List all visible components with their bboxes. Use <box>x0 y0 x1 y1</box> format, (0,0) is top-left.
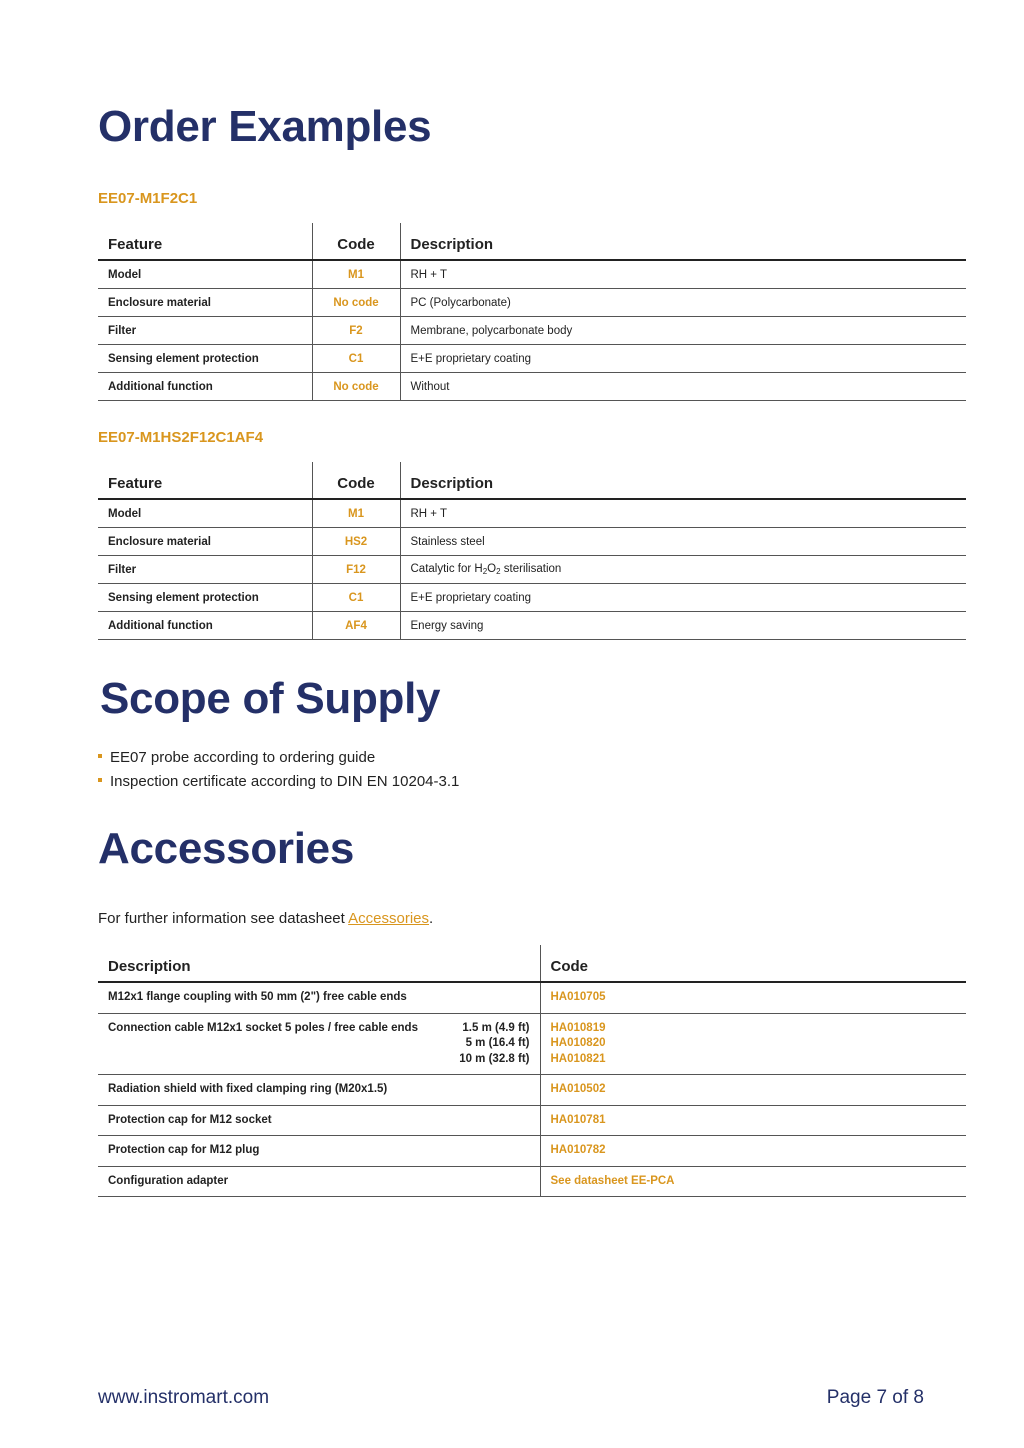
example2-order-code: EE07-M1HS2F12C1AF4 <box>98 429 264 446</box>
code-cell: AF4 <box>312 612 400 640</box>
code-value: HA010819 <box>550 1021 606 1034</box>
table-row <box>98 345 966 373</box>
description-text: Catalytic for H <box>410 563 483 575</box>
subscript-2: 2 <box>496 567 501 576</box>
accessories-table <box>98 945 966 1197</box>
code-cell: HA010502 <box>540 1075 966 1106</box>
code-cell: No code <box>312 373 400 401</box>
header-description: Description <box>400 462 966 499</box>
table-header-row <box>98 223 966 260</box>
header-description: Description <box>98 945 540 982</box>
subscript-2: 2 <box>482 567 488 576</box>
description-cell: Membrane, polycarbonate body <box>400 317 966 345</box>
code-cell: F2 <box>312 317 400 345</box>
table-row <box>98 584 966 612</box>
code-cell: C1 <box>312 584 400 612</box>
feature-cell: Enclosure material <box>98 289 312 317</box>
cable-length: 5 m (16.4 ft) <box>465 1037 530 1049</box>
description-cell: Energy saving <box>400 612 966 640</box>
code-cell: M1 <box>312 499 400 528</box>
description-cell <box>400 556 966 584</box>
table-row <box>98 612 966 640</box>
table-row <box>98 1013 966 1075</box>
description-cell: Stainless steel <box>400 528 966 556</box>
list-item-text: Inspection certificate according to DIN EN 10204-3.1 <box>110 773 460 790</box>
example1-table <box>98 223 966 401</box>
table-row <box>98 1136 966 1167</box>
table-row <box>98 982 966 1013</box>
header-feature: Feature <box>98 462 312 499</box>
bullet-icon <box>98 754 102 758</box>
code-cell <box>540 1013 966 1075</box>
code-cell: HA010705 <box>540 982 966 1013</box>
table-row <box>98 556 966 584</box>
description-cell: PC (Polycarbonate) <box>400 289 966 317</box>
list-item <box>98 746 459 770</box>
feature-cell: Filter <box>98 556 312 584</box>
feature-cell: Model <box>98 260 312 289</box>
feature-cell: Enclosure material <box>98 528 312 556</box>
scope-list <box>98 746 459 794</box>
code-cell: HA010782 <box>540 1136 966 1167</box>
feature-cell: Filter <box>98 317 312 345</box>
info-end: . <box>429 910 434 927</box>
table-row <box>98 289 966 317</box>
table-row <box>98 499 966 528</box>
description-cell: RH + T <box>400 499 966 528</box>
code-cell: HA010781 <box>540 1105 966 1136</box>
footer-website[interactable]: www.instromart.com <box>98 1387 270 1408</box>
list-item <box>98 770 459 794</box>
description-cell: E+E proprietary coating <box>400 345 966 373</box>
header-feature: Feature <box>98 223 312 260</box>
description-cell: M12x1 flange coupling with 50 mm (2") free cable ends <box>98 982 540 1013</box>
table-header-row <box>98 462 966 499</box>
accessories-datasheet-link[interactable]: Accessories <box>348 910 429 927</box>
accessories-heading: Accessories <box>98 824 354 873</box>
description-cell: Radiation shield with fixed clamping ring (M20x1.5) <box>98 1075 540 1106</box>
order-examples-heading: Order Examples <box>98 102 432 151</box>
info-text: For further information see datasheet <box>98 910 349 927</box>
description-cell: Protection cap for M12 plug <box>98 1136 540 1167</box>
code-value: HA010821 <box>550 1052 606 1065</box>
table-header-row <box>98 945 966 982</box>
feature-cell: Sensing element protection <box>98 584 312 612</box>
bullet-icon <box>98 778 102 782</box>
description-text: O <box>487 563 497 575</box>
description-cell: E+E proprietary coating <box>400 584 966 612</box>
description-text: Connection cable M12x1 socket 5 poles / free cable ends <box>108 1021 418 1034</box>
list-item-text: EE07 probe according to ordering guide <box>110 749 376 766</box>
description-cell: Configuration adapter <box>98 1166 540 1197</box>
code-cell: No code <box>312 289 400 317</box>
description-cell: Without <box>400 373 966 401</box>
example2-table <box>98 462 966 640</box>
description-cell <box>98 1013 540 1075</box>
code-cell: M1 <box>312 260 400 289</box>
code-value: HA010820 <box>550 1037 606 1049</box>
feature-cell: Additional function <box>98 612 312 640</box>
table-row <box>98 317 966 345</box>
feature-cell: Additional function <box>98 373 312 401</box>
code-cell: C1 <box>312 345 400 373</box>
cable-length: 10 m (32.8 ft) <box>459 1052 530 1065</box>
table-row <box>98 1075 966 1106</box>
table-row <box>98 1166 966 1197</box>
description-cell: RH + T <box>400 260 966 289</box>
description-cell: Protection cap for M12 socket <box>98 1105 540 1136</box>
table-row <box>98 1105 966 1136</box>
table-row <box>98 260 966 289</box>
header-code: Code <box>312 223 400 260</box>
code-cell: F12 <box>312 556 400 584</box>
table-row <box>98 528 966 556</box>
cable-length: 1.5 m (4.9 ft) <box>462 1021 530 1034</box>
cable-lengths <box>459 1021 529 1068</box>
example1-order-code: EE07-M1F2C1 <box>98 190 198 207</box>
code-cell: HS2 <box>312 528 400 556</box>
scope-of-supply-heading: Scope of Supply <box>100 674 441 723</box>
feature-cell: Sensing element protection <box>98 345 312 373</box>
table-row <box>98 373 966 401</box>
header-code: Code <box>540 945 966 982</box>
header-description: Description <box>400 223 966 260</box>
description-text: sterilisation <box>500 563 562 575</box>
footer-page-number: Page 7 of 8 <box>826 1387 924 1408</box>
accessories-info <box>98 910 433 927</box>
feature-cell: Model <box>98 499 312 528</box>
header-code: Code <box>312 462 400 499</box>
code-cell: See datasheet EE-PCA <box>540 1166 966 1197</box>
